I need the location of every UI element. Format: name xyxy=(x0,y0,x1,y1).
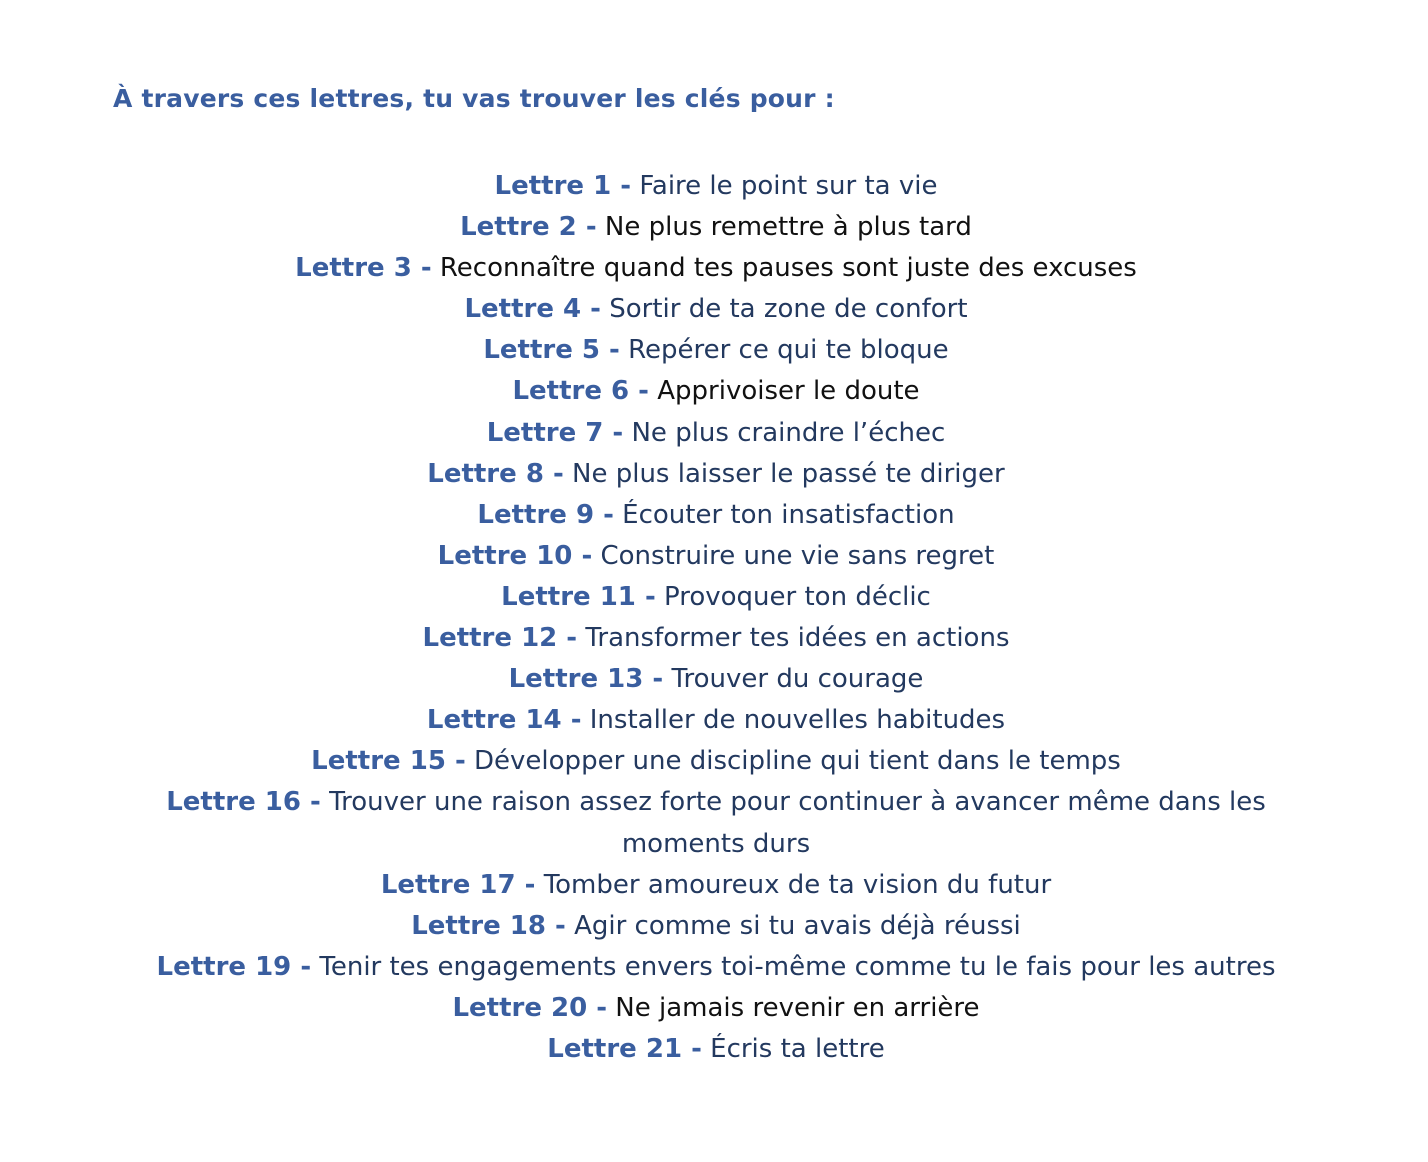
letter-description: Tenir tes engagements envers toi-même comme tu le fais pour les autres xyxy=(319,951,1276,982)
letter-description: Installer de nouvelles habitudes xyxy=(589,705,1006,736)
letter-description: Tomber amoureux de ta vision du futur xyxy=(543,869,1052,900)
letter-description: Provoquer ton déclic xyxy=(664,581,931,612)
letter-description: Agir comme si tu avais déjà réussi xyxy=(574,910,1021,941)
letter-item xyxy=(130,865,1302,906)
letter-description: Ne plus laisser le passé te diriger xyxy=(572,458,1005,489)
letter-item xyxy=(130,577,1302,618)
letter-description: Ne jamais revenir en arrière xyxy=(615,992,980,1023)
letter-description: Développer une discipline qui tient dans le temps xyxy=(474,746,1121,777)
letter-item xyxy=(130,371,1302,412)
letter-label: Lettre 10 - xyxy=(437,540,593,571)
letter-item xyxy=(130,330,1302,371)
intro-heading: À travers ces lettres, tu vas trouver les clés pour : xyxy=(113,84,835,113)
letter-label: Lettre 4 - xyxy=(464,294,601,325)
letter-label: Lettre 8 - xyxy=(427,458,564,489)
letter-label: Lettre 16 - xyxy=(166,787,321,818)
letter-item xyxy=(130,782,1302,864)
letter-description: Ne plus remettre à plus tard xyxy=(604,212,972,243)
letter-item xyxy=(130,659,1302,700)
letter-description: Ne plus craindre l’échec xyxy=(631,417,946,448)
letters-list xyxy=(130,166,1302,1070)
letter-description: Écouter ton insatisfaction xyxy=(622,499,955,530)
letter-description: Trouver une raison assez forte pour continuer à avancer même dans les moments durs xyxy=(329,787,1266,859)
letter-description: Reconnaître quand tes pauses sont juste des excuses xyxy=(439,253,1137,284)
letter-item xyxy=(130,495,1302,536)
letter-item xyxy=(130,988,1302,1029)
letter-label: Lettre 15 - xyxy=(311,746,466,777)
letter-description: Faire le point sur ta vie xyxy=(639,171,938,201)
letter-label: Lettre 21 - xyxy=(547,1033,702,1064)
letter-item xyxy=(130,741,1302,782)
letter-item xyxy=(130,413,1302,454)
letter-label: Lettre 5 - xyxy=(483,335,620,366)
letter-label: Lettre 19 - xyxy=(156,951,312,982)
letter-description: Sortir de ta zone de confort xyxy=(609,294,968,325)
letter-item xyxy=(130,906,1302,947)
letter-description: Apprivoiser le doute xyxy=(657,376,920,407)
letter-label: Lettre 1 - xyxy=(494,171,632,201)
letter-item xyxy=(130,536,1302,577)
letter-item xyxy=(130,947,1302,988)
letter-label: Lettre 18 - xyxy=(411,910,566,941)
letter-item xyxy=(130,618,1302,659)
letter-label: Lettre 9 - xyxy=(477,499,614,530)
letter-label: Lettre 13 - xyxy=(508,664,664,695)
letter-item xyxy=(130,700,1302,741)
letter-label: Lettre 20 - xyxy=(452,992,608,1023)
letter-description: Écris ta lettre xyxy=(710,1033,885,1064)
letter-label: Lettre 6 - xyxy=(512,376,649,407)
letter-label: Lettre 14 - xyxy=(426,705,582,736)
letter-item xyxy=(130,166,1302,207)
letter-description: Transformer tes idées en actions xyxy=(585,623,1010,654)
letter-label: Lettre 17 - xyxy=(380,869,536,900)
letter-label: Lettre 2 - xyxy=(460,212,597,243)
letter-item xyxy=(130,1029,1302,1070)
letter-description: Construire une vie sans regret xyxy=(600,540,995,571)
letter-item xyxy=(130,289,1302,330)
letter-item xyxy=(130,248,1302,289)
letter-description: Trouver du courage xyxy=(671,664,924,695)
letter-item xyxy=(130,207,1302,248)
letter-label: Lettre 12 - xyxy=(422,623,578,654)
letter-label: Lettre 3 - xyxy=(295,253,432,284)
letter-item xyxy=(130,454,1302,495)
letter-label: Lettre 7 - xyxy=(486,417,624,448)
letter-label: Lettre 11 - xyxy=(501,581,656,612)
letter-description: Repérer ce qui te bloque xyxy=(628,335,949,366)
